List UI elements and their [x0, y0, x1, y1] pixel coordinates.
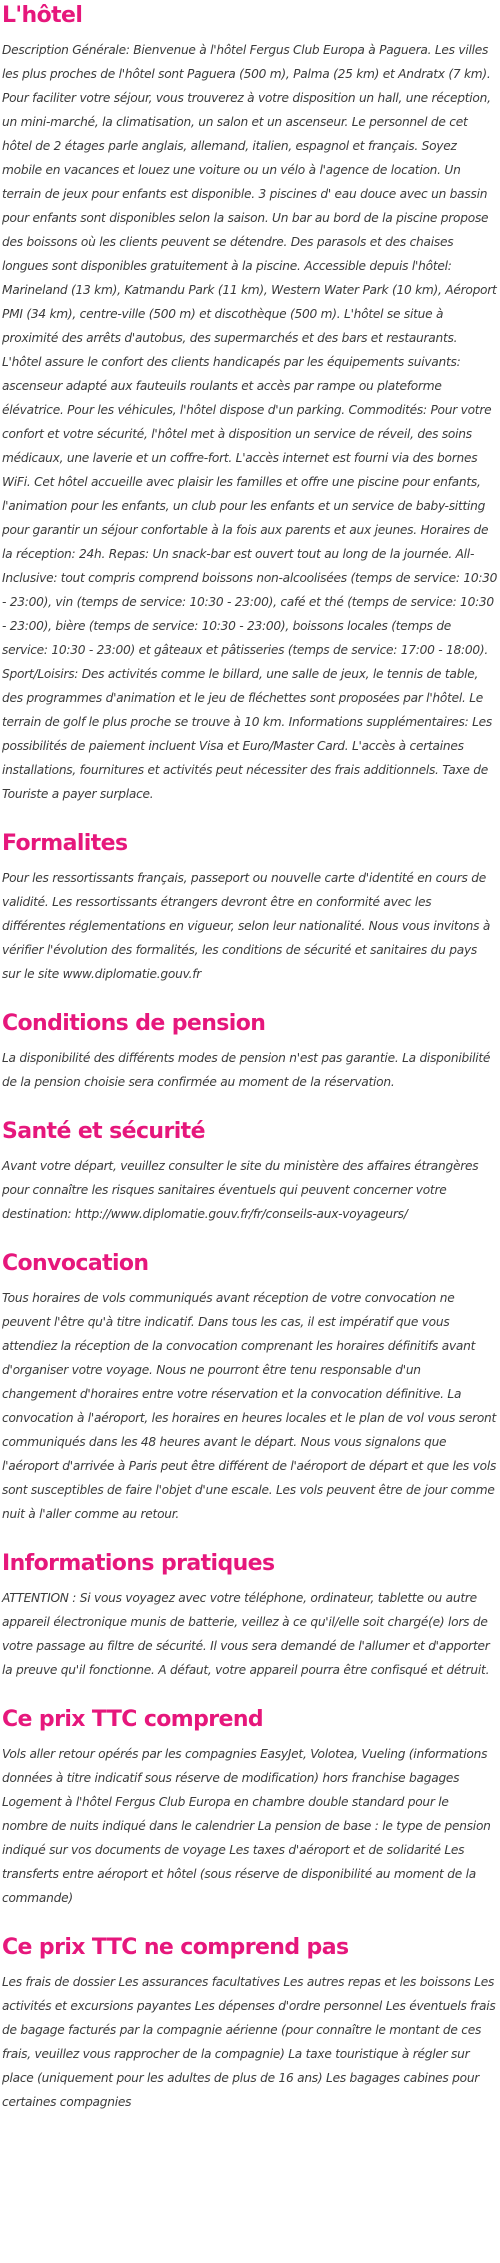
section-title: Convocation	[2, 1251, 149, 1276]
section-title: Informations pratiques	[2, 1551, 275, 1576]
section-text: La disponibilité des différents modes de pension n'est pas garantie. La disponibilité de la pension choisie sera confirmée au moment de la réservation.	[2, 1051, 491, 1089]
section-prix-comprend	[2, 1706, 498, 1910]
section-informations-pratiques	[2, 1550, 498, 1682]
section-hotel	[2, 0, 498, 806]
section-text: ATTENTION : Si vous voyagez avec votre téléphone, ordinateur, tablette ou autre appareil électronique munis de batterie, veillez à ce qu'il/elle soit chargé(e) lors de votre passage au filtre de sécurité. Il vous sera demandé de l'allumer et d'apporter la preuve qu'il fonctionne. A défaut, votre appareil pourra être confisqué et détruit.	[2, 1591, 490, 1677]
section-text: Pour les ressortissants français, passeport ou nouvelle carte d'identité en cours de validité. Les ressortissants étrangers devront être en conformité avec les différentes réglementations en vigueur, selon leur nationalité. Nous vous invitons à vérifier l'évolution des formalités, les conditions de sécurité et sanitaires du pays sur le site www.diplomatie.gouv.fr	[2, 871, 491, 981]
section-convocation	[2, 1250, 498, 1526]
section-title: L'hôtel	[2, 3, 83, 28]
section-title: Ce prix TTC comprend	[2, 1707, 264, 1732]
section-sante-securite	[2, 1118, 498, 1226]
section-text: Avant votre départ, veuillez consulter le site du ministère des affaires étrangères pour connaître les risques sanitaires éventuels qui peuvent concerner votre destination: http://www.diplomatie.gouv.fr/fr/conseils-aux-voyageurs/	[2, 1159, 479, 1221]
section-text: Description Générale: Bienvenue à l'hôtel Fergus Club Europa à Paguera. Les villes les plus proches de l'hôtel sont Paguera (500 m), Palma (25 km) et Andratx (7 km). Pour faciliter votre séjour, vous trouverez à votre disposition un hall, une réception, un mini-marché, la climatisation, un salon et un ascenseur. Le personnel de cet hôtel de 2 étages parle anglais, allemand, italien, espagnol et français. Soyez mobile en vacances et louez une voiture ou un vélo à l'agence de location. Un terrain de jeux pour enfants est disponible. 3 piscines d' eau douce avec un bassin pour enfants sont disponibles selon la saison. Un bar au bord de la piscine propose des boissons où les clients peuvent se détendre. Des parasols et des chaises longues sont disponibles gratuitement à la piscine. Accessible depuis l'hôtel: Marineland (13 km), Katmandu Park (11 km), Western Water Park (10 km), Aéroport PMI (34 km), centre-ville (500 m) et discothèque (500 m). L'hôtel se situe à proximité des arrêts d'autobus, des supermarchés et des bars et restaurants. L'hôtel assure le confort des clients handicapés par les équipements suivants: ascenseur adapté aux fauteuils roulants et accès par rampe ou plateforme élévatrice. Pour les véhicules, l'hôtel dispose d'un parking. Commodités: Pour votre confort et votre sécurité, l'hôtel met à disposition un service de réveil, des soins médicaux, une laverie et un coffre-fort. L'accès internet est fourni via des bornes WiFi. Cet hôtel accueille avec plaisir les familles et offre une piscine pour enfants, l'animation pour les enfants, un club pour les enfants et un service de baby-sitting pour garantir un séjour confortable à la fois aux parents et aux jeunes. Horaires de la réception: 24h. Repas: Un snack-bar est ouvert tout au long de la journée. All-Inclusive: tout compris comprend boissons non-alcoolisées (temps de service: 10:30 - 23:00), vin (temps de service: 10:30 - 23:00), café et thé (temps de service: 10:30 - 23:00), bière (temps de service: 10:30 - 23:00), boissons locales (temps de service: 10:30 - 23:00) et gâteaux et pâtisseries (temps de service: 17:00 - 18:00). Sport/Loisirs: Des activités comme le billard, une salle de jeux, le tennis de table, des programmes d'animation et le jeu de fléchettes sont proposées par l'hôtel. Le terrain de golf le plus proche se trouve à 10 km. Informations supplémentaires: Les possibilités de paiement incluent Visa et Euro/Master Card. L'accès à certaines installations, fournitures et activités peut nécessiter des frais additionnels. Taxe de Touriste a payer surplace.	[2, 43, 498, 801]
section-title: Conditions de pension	[2, 1011, 266, 1036]
section-title: Ce prix TTC ne comprend pas	[2, 1935, 349, 1960]
section-text: Tous horaires de vols communiqués avant réception de votre convocation ne peuvent l'être qu'à titre indicatif. Dans tous les cas, il est impératif que vous attendiez la réception de la convocation comprenant les horaires définitifs avant d'organiser votre voyage. Nous ne pourront être tenu responsable d'un changement d'horaires entre votre réservation et la convocation définitive. La convocation à l'aéroport, les horaires en heures locales et le plan de vol vous seront communiqués dans les 48 heures avant le départ. Nous vous signalons que l'aéroport d'arrivée à Paris peut être différent de l'aéroport de départ et que les vols sont susceptibles de faire l'objet d'une escale. Les vols peuvent être de jour comme nuit à l'aller comme au retour.	[2, 1291, 497, 1521]
section-text: Les frais de dossier Les assurances facultatives Les autres repas et les boissons Les activités et excursions payantes Les dépenses d'ordre personnel Les éventuels frais de bagage facturés par la compagnie aérienne (pour connaître le montant de ces frais, veuillez vous rapprocher de la compagnie) La taxe touristique à régler sur place (uniquement pour les adultes de plus de 16 ans) Les bagages cabines pour certaines compagnies	[2, 1975, 496, 2109]
section-prix-ne-comprend-pas	[2, 1934, 498, 2114]
section-title: Santé et sécurité	[2, 1119, 205, 1144]
section-text: Vols aller retour opérés par les compagnies EasyJet, Volotea, Vueling (informations données à titre indicatif sous réserve de modification) hors franchise bagages Logement à l'hôtel Fergus Club Europa en chambre double standard pour le nombre de nuits indiqué dans le calendrier La pension de base : le type de pension indiqué sur vos documents de voyage Les taxes d'aéroport et de solidarité Les transferts entre aéroport et hôtel (sous réserve de disponibilité au moment de la commande)	[2, 1747, 491, 1905]
section-title: Formalites	[2, 831, 128, 856]
section-conditions-pension	[2, 1010, 498, 1094]
section-formalites	[2, 830, 498, 986]
